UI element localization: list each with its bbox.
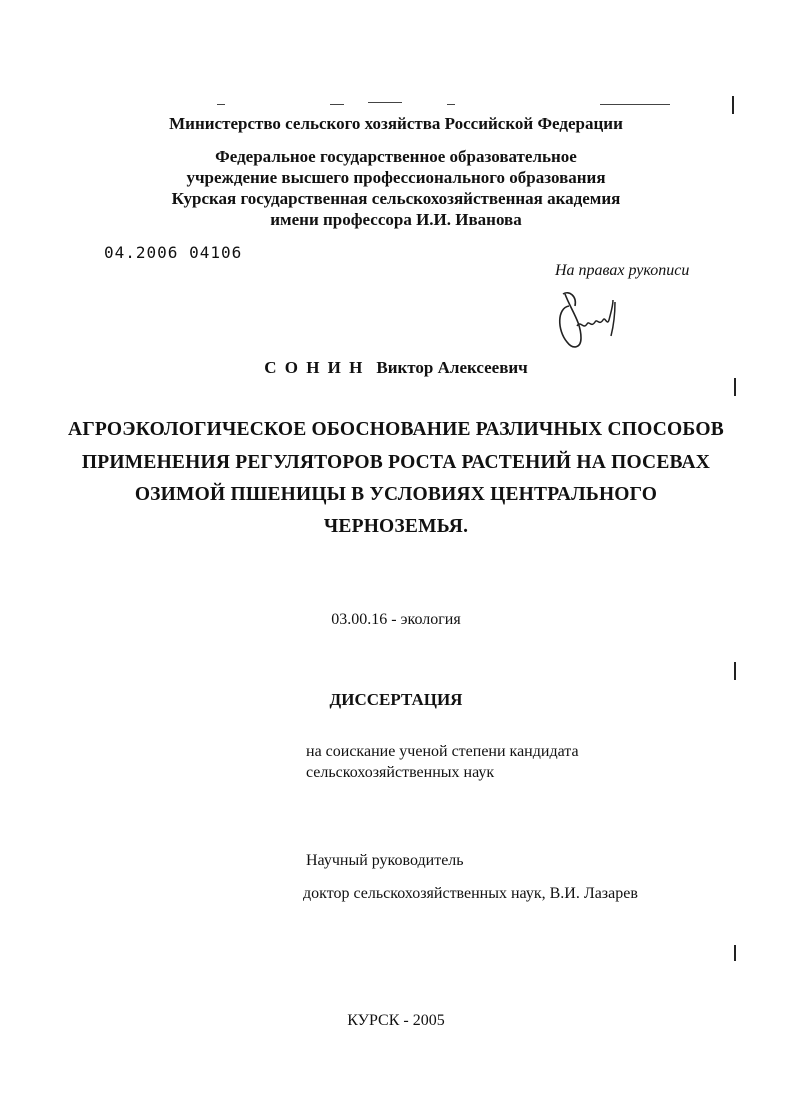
margin-mark [732,96,734,114]
institution-line: Федеральное государственное образовательное [215,147,577,166]
institution-line: Курская государственная сельскохозяйственная академия [171,189,621,208]
institution-line: учреждение высшего профессионального образования [186,168,606,187]
institution-line: имени профессора И.И. Иванова [270,210,522,229]
archive-stamp-number: 04.2006 04106 [104,243,243,262]
scan-artifact [330,104,344,105]
thesis-title-line: ПРИМЕНЕНИЯ РЕГУЛЯТОРОВ РОСТА РАСТЕНИЙ НА ПОСЕВАХ [81,452,711,473]
scan-artifact [600,104,670,105]
degree-line: сельскохозяйственных наук [306,764,495,781]
margin-mark [734,945,736,961]
supervisor-name: доктор сельскохозяйственных наук, В.И. Лазарев [303,885,638,902]
document-type: ДИССЕРТАЦИЯ [329,690,463,709]
scan-artifact [217,104,225,105]
city-year: КУРСК - 2005 [347,1012,445,1029]
author-name [0,358,792,378]
ministry-heading: Министерство сельского хозяйства Российской Федерации [169,114,623,133]
degree-line: на соискание ученой степени кандидата [306,743,579,760]
manuscript-rights: На правах рукописи [555,262,690,279]
thesis-title-line: ОЗИМОЙ ПШЕНИЦЫ В УСЛОВИЯХ ЦЕНТРАЛЬНОГО [134,484,658,505]
scan-artifact [447,104,455,105]
margin-mark [734,662,736,680]
supervisor-label: Научный руководитель [306,852,464,869]
thesis-title-line: АГРОЭКОЛОГИЧЕСКОЕ ОБОСНОВАНИЕ РАЗЛИЧНЫХ СПОСОБОВ [68,419,724,440]
author-signature [553,286,625,358]
specialty-code: 03.00.16 - экология [331,611,461,628]
author-given-names: Виктор Алексеевич [376,358,528,377]
author-surname: С О Н И Н [264,358,365,377]
scan-artifact [368,102,402,103]
margin-mark [734,378,736,396]
thesis-title-line: ЧЕРНОЗЕМЬЯ. [323,516,469,537]
